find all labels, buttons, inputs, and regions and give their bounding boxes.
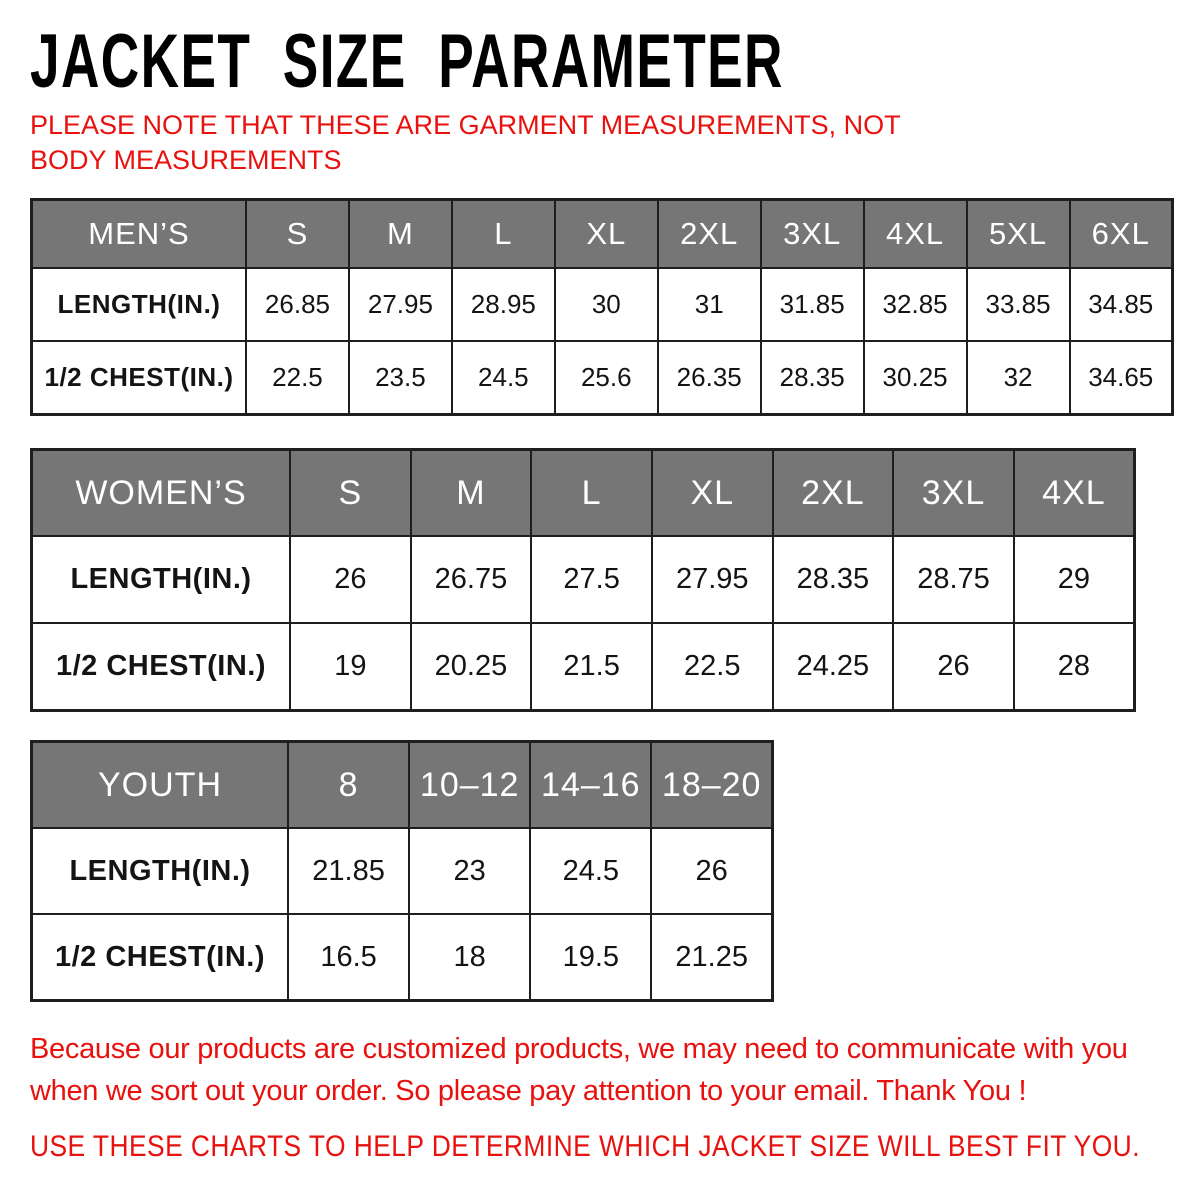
size-table-mens <box>30 198 1174 416</box>
table-name-cell-youth: YOUTH <box>32 742 289 829</box>
size-value-cell: 21.5 <box>531 623 652 711</box>
row-label-cell: LENGTH(IN.) <box>32 268 247 341</box>
size-header-cell: 10–12 <box>409 742 530 829</box>
size-header-cell: L <box>531 450 652 537</box>
size-value-cell: 22.5 <box>246 341 349 415</box>
table-name-cell-mens: MEN’S <box>32 200 247 269</box>
size-value-cell: 18 <box>409 914 530 1001</box>
size-value-cell: 33.85 <box>967 268 1070 341</box>
size-header-cell: 18–20 <box>651 742 772 829</box>
row-label-cell: 1/2 CHEST(IN.) <box>32 341 247 415</box>
size-value-cell: 32 <box>967 341 1070 415</box>
size-header-cell: 14–16 <box>530 742 651 829</box>
size-value-cell: 20.25 <box>411 623 532 711</box>
size-header-cell: 4XL <box>864 200 967 269</box>
page-title: JACKET SIZE PARAMETER <box>30 19 784 104</box>
size-value-cell: 31.85 <box>761 268 864 341</box>
size-value-cell: 19.5 <box>530 914 651 1001</box>
size-value-cell: 19 <box>290 623 411 711</box>
size-header-cell: M <box>349 200 452 269</box>
size-value-cell: 30 <box>555 268 658 341</box>
size-header-cell: L <box>452 200 555 269</box>
row-label-cell: 1/2 CHEST(IN.) <box>32 914 289 1001</box>
table-name-cell-womens: WOMEN’S <box>32 450 291 537</box>
size-header-cell: 5XL <box>967 200 1070 269</box>
size-value-cell: 24.5 <box>452 341 555 415</box>
size-value-cell: 28 <box>1014 623 1135 711</box>
size-value-cell: 30.25 <box>864 341 967 415</box>
size-header-cell: 3XL <box>893 450 1014 537</box>
size-value-cell: 28.35 <box>773 536 894 623</box>
size-header-cell: 2XL <box>773 450 894 537</box>
size-header-cell: S <box>246 200 349 269</box>
size-header-cell: 6XL <box>1070 200 1173 269</box>
size-value-cell: 28.95 <box>452 268 555 341</box>
row-label-cell: LENGTH(IN.) <box>32 536 291 623</box>
size-value-cell: 28.75 <box>893 536 1014 623</box>
size-header-cell: 2XL <box>658 200 761 269</box>
size-value-cell: 34.85 <box>1070 268 1173 341</box>
size-value-cell: 31 <box>658 268 761 341</box>
size-value-cell: 26 <box>290 536 411 623</box>
size-value-cell: 34.65 <box>1070 341 1173 415</box>
footer-instruction: USE THESE CHARTS TO HELP DETERMINE WHICH JACKET SIZE WILL BEST FIT YOU. <box>30 1130 1140 1163</box>
size-value-cell: 27.95 <box>652 536 773 623</box>
size-value-cell: 24.25 <box>773 623 894 711</box>
size-value-cell: 22.5 <box>652 623 773 711</box>
size-table-womens <box>30 448 1136 712</box>
size-value-cell: 28.35 <box>761 341 864 415</box>
size-value-cell: 26 <box>651 828 772 914</box>
size-value-cell: 16.5 <box>288 914 409 1001</box>
size-header-cell: XL <box>555 200 658 269</box>
row-label-cell: LENGTH(IN.) <box>32 828 289 914</box>
size-value-cell: 24.5 <box>530 828 651 914</box>
size-value-cell: 23.5 <box>349 341 452 415</box>
size-header-cell: 3XL <box>761 200 864 269</box>
size-value-cell: 27.95 <box>349 268 452 341</box>
size-header-cell: 8 <box>288 742 409 829</box>
size-value-cell: 29 <box>1014 536 1135 623</box>
size-value-cell: 21.25 <box>651 914 772 1001</box>
size-header-cell: S <box>290 450 411 537</box>
size-value-cell: 26.85 <box>246 268 349 341</box>
row-label-cell: 1/2 CHEST(IN.) <box>32 623 291 711</box>
size-header-cell: XL <box>652 450 773 537</box>
size-value-cell: 27.5 <box>531 536 652 623</box>
size-table-youth <box>30 740 774 1002</box>
size-value-cell: 23 <box>409 828 530 914</box>
size-value-cell: 32.85 <box>864 268 967 341</box>
footer-paragraph: Because our products are customized products, we may need to communicate with you when we sort out your order. So please pay attention to your email. Thank You ! <box>30 1033 1128 1108</box>
size-value-cell: 26 <box>893 623 1014 711</box>
size-value-cell: 26.75 <box>411 536 532 623</box>
size-value-cell: 25.6 <box>555 341 658 415</box>
size-header-cell: 4XL <box>1014 450 1135 537</box>
size-header-cell: M <box>411 450 532 537</box>
size-value-cell: 26.35 <box>658 341 761 415</box>
measurement-note: PLEASE NOTE THAT THESE ARE GARMENT MEASUREMENTS, NOT BODY MEASUREMENTS <box>30 110 901 175</box>
size-value-cell: 21.85 <box>288 828 409 914</box>
